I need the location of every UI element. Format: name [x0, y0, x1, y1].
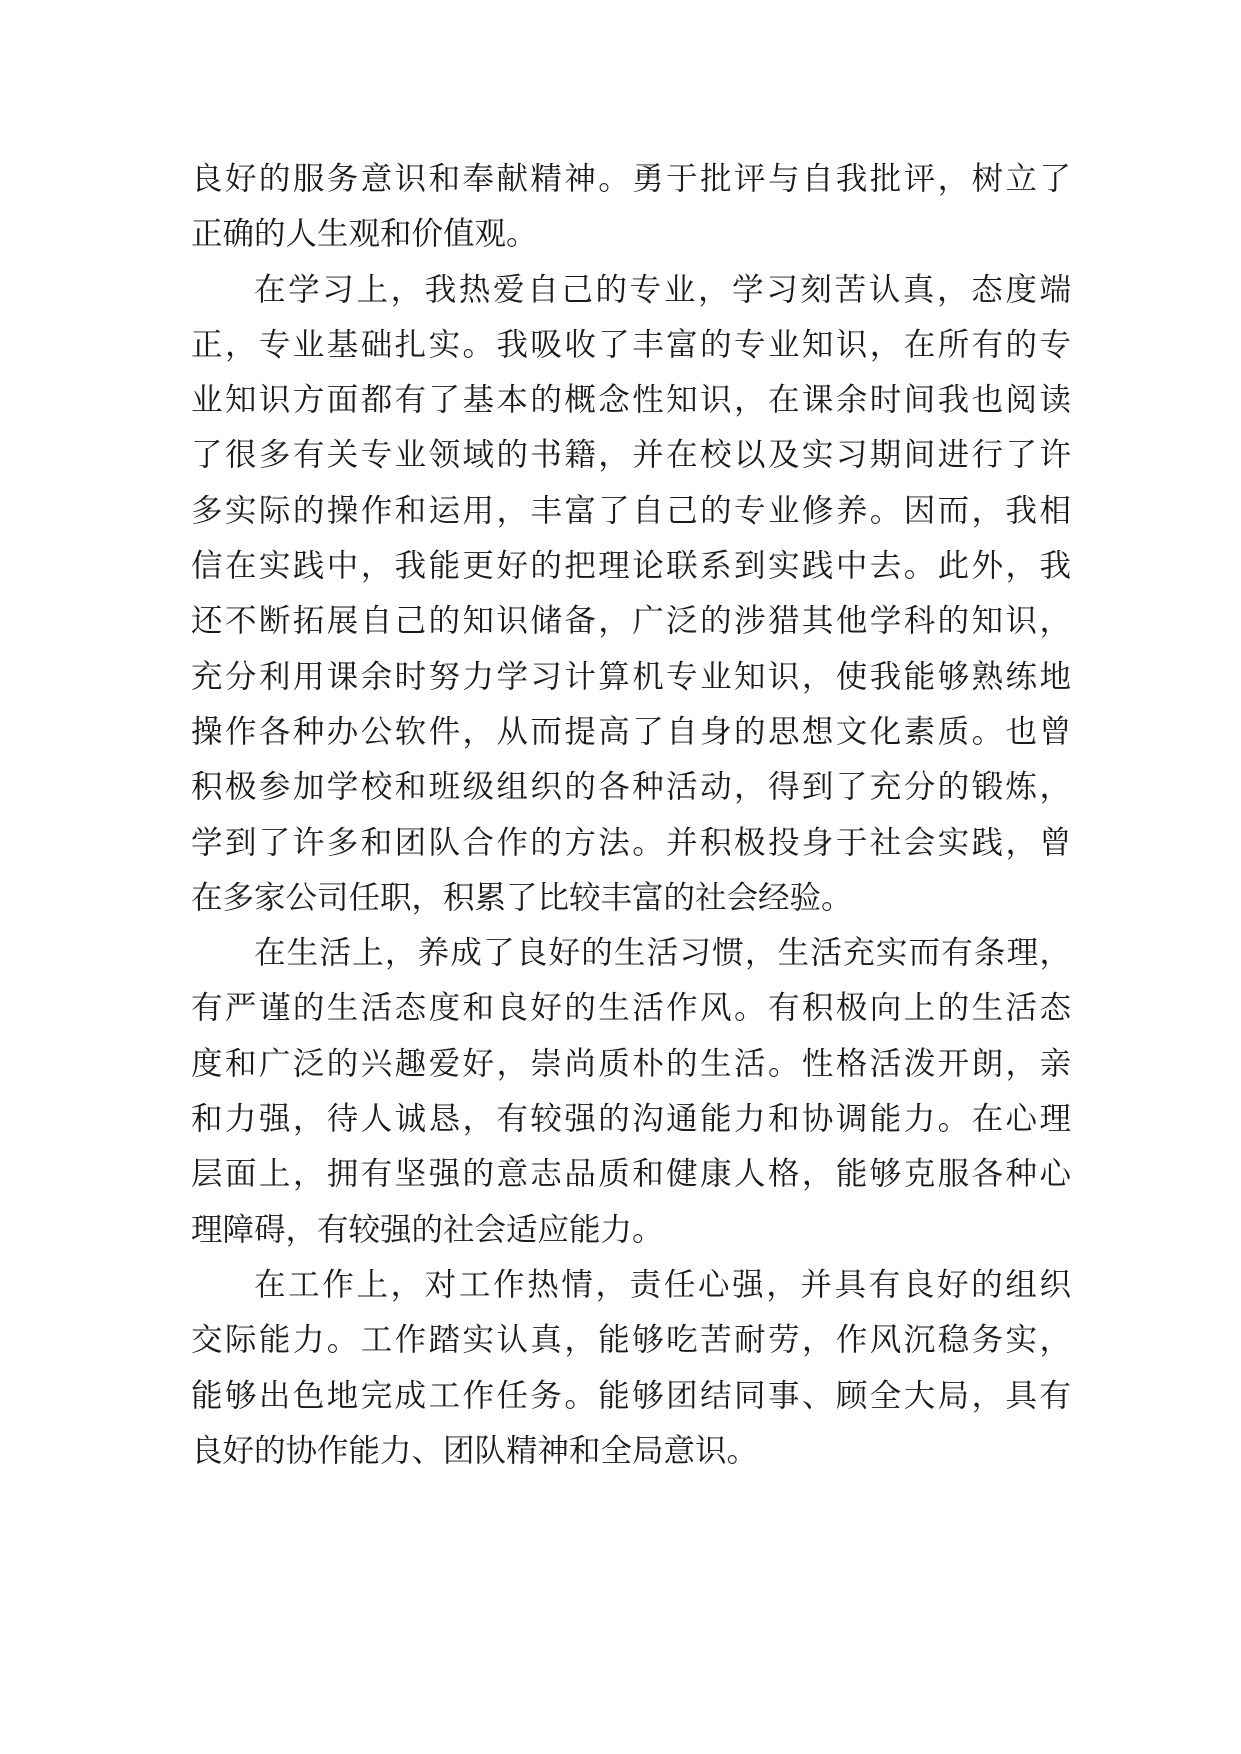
text-line: 和力强，待人诚恳，有较强的沟通能力和协调能力。在心理: [191, 1101, 1071, 1138]
text-line: 还不断拓展自己的知识储备，广泛的涉猎其他学科的知识，: [191, 603, 1071, 640]
text-line: 在多家公司任职，积累了比较丰富的社会经验。: [191, 879, 853, 916]
text-line: 良好的服务意识和奉献精神。勇于批评与自我批评，树立了: [191, 161, 1071, 197]
text-line: 良好的协作能力、团队精神和全局意识。: [191, 1432, 759, 1469]
text-line: 能够出色地完成工作任务。能够团结同事、顾全大局，具有: [191, 1377, 1071, 1414]
text-line: 了很多有关专业领域的书籍，并在校以及实习期间进行了许: [191, 437, 1071, 474]
text-line: 多实际的操作和运用，丰富了自己的专业修养。因而，我相: [191, 492, 1071, 529]
text-line: 积极参加学校和班级组织的各种活动，得到了充分的锻炼，: [191, 769, 1071, 806]
text-line: 充分利用课余时努力学习计算机专业知识，使我能够熟练地: [191, 658, 1071, 695]
document-body: [191, 152, 1071, 1479]
paragraph-life-first-line: 在生活上，养成了良好的生活习惯，生活充实而有条理，: [254, 935, 1071, 972]
text-line: 有严谨的生活态度和良好的生活作风。有积极向上的生活态: [191, 990, 1071, 1027]
text-line: 正，专业基础扎实。我吸收了丰富的专业知识，在所有的专: [191, 326, 1071, 363]
text-line: 度和广泛的兴趣爱好，崇尚质朴的生活。性格活泼开朗，亲: [191, 1045, 1071, 1082]
text-line: 业知识方面都有了基本的概念性知识，在课余时间我也阅读: [191, 382, 1071, 419]
text-line: 交际能力。工作踏实认真，能够吃苦耐劳，作风沉稳务实，: [191, 1322, 1071, 1359]
text-line: 理障碍，有较强的社会适应能力。: [191, 1211, 664, 1248]
text-line: 层面上，拥有坚强的意志品质和健康人格，能够克服各种心: [191, 1156, 1071, 1193]
text-line: 信在实践中，我能更好的把理论联系到实践中去。此外，我: [191, 548, 1071, 585]
text-line: 正确的人生观和价值观。: [191, 216, 538, 253]
paragraph-work-first-line: 在工作上，对工作热情，责任心强，并具有良好的组织: [254, 1266, 1071, 1303]
paragraph-study-first-line: 在学习上，我热爱自己的专业，学习刻苦认真，态度端: [254, 271, 1071, 308]
text-line: 学到了许多和团队合作的方法。并积极投身于社会实践，曾: [191, 824, 1071, 861]
text-line: 操作各种办公软件，从而提高了自身的思想文化素质。也曾: [191, 713, 1071, 750]
